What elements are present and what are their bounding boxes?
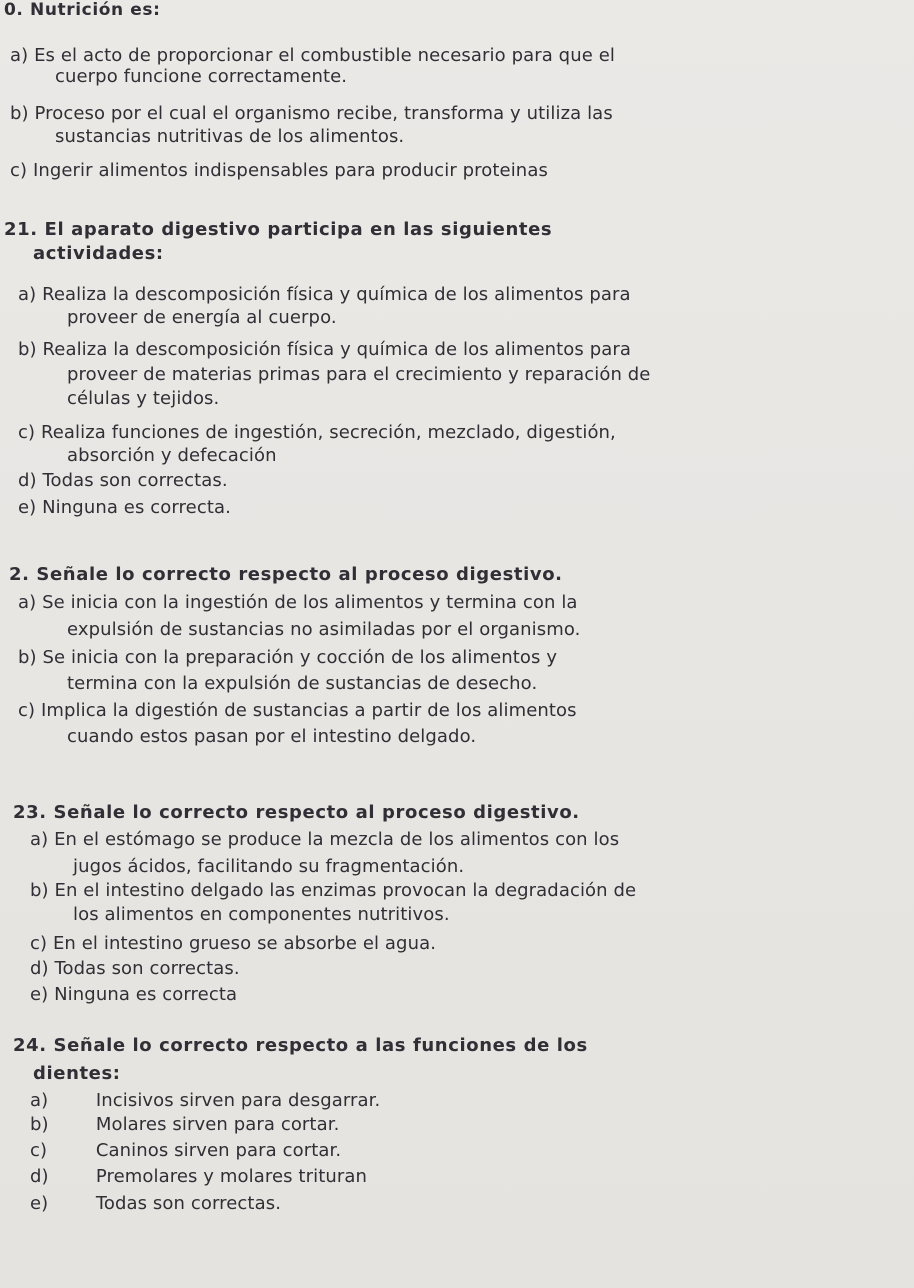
question-22-option-b: b) Se inicia con la preparación y cocción de los alimentos y	[18, 647, 558, 668]
question-24-option-a	[30, 1090, 380, 1112]
question-21-option-a: a) Realiza la descomposición física y química de los alimentos para	[18, 284, 631, 305]
question-21-option-a-line-2: proveer de energía al cuerpo.	[67, 307, 337, 328]
question-21-option-d: d) Todas son correctas.	[18, 470, 228, 491]
question-21-option-e: e) Ninguna es correcta.	[18, 497, 231, 518]
question-20-option-c: c) Ingerir alimentos indispensables para producir proteinas	[10, 160, 548, 181]
question-24-option-b-label: b)	[30, 1114, 49, 1135]
question-21-heading-line-2: actividades:	[33, 243, 164, 264]
question-24-option-e-label: e)	[30, 1193, 49, 1214]
question-21-option-b-line-2: proveer de materias primas para el crecimiento y reparación de	[67, 364, 651, 385]
question-24-option-c-label: c)	[30, 1140, 48, 1161]
question-22-option-b-line-2: termina con la expulsión de sustancias de desecho.	[67, 673, 538, 694]
question-21-option-b: b) Realiza la descomposición física y química de los alimentos para	[18, 339, 632, 360]
question-24-option-c-text: Caninos sirven para cortar.	[95, 1140, 342, 1161]
question-22-heading: 2. Señale lo correcto respecto al proceso digestivo.	[9, 564, 563, 585]
question-23-option-a: a) En el estómago se produce la mezcla de los alimentos con los	[30, 829, 620, 850]
question-24-option-a-label: a)	[30, 1090, 49, 1111]
question-22-option-a: a) Se inicia con la ingestión de los alimentos y termina con la	[18, 592, 578, 613]
question-23-option-b: b) En el intestino delgado las enzimas provocan la degradación de	[30, 880, 637, 901]
question-21-option-b-line-3: células y tejidos.	[67, 388, 220, 409]
question-21-heading: 21. El aparato digestivo participa en las siguientes	[4, 219, 553, 240]
question-24-option-d-label: d)	[30, 1166, 49, 1187]
question-24-option-e-text: Todas son correctas.	[95, 1193, 282, 1214]
question-24-option-b-text: Molares sirven para cortar.	[95, 1114, 340, 1135]
question-24-option-e	[30, 1193, 281, 1215]
question-22-option-a-line-2: expulsión de sustancias no asimiladas por el organismo.	[67, 619, 581, 640]
question-22-option-c: c) Implica la digestión de sustancias a partir de los alimentos	[18, 700, 577, 721]
question-24-option-d	[30, 1166, 367, 1188]
question-21-option-c-line-2: absorción y defecación	[67, 445, 277, 466]
question-20-option-a-line-2: cuerpo funcione correctamente.	[55, 66, 348, 87]
question-20-option-b-line-2: sustancias nutritivas de los alimentos.	[55, 126, 405, 147]
question-22-option-c-line-2: cuando estos pasan por el intestino delgado.	[67, 726, 477, 747]
question-24-option-c	[30, 1140, 341, 1162]
question-24-option-a-text: Incisivos sirven para desgarrar.	[95, 1090, 381, 1111]
question-24-option-d-text: Premolares y molares trituran	[95, 1166, 367, 1187]
question-24-heading: 24. Señale lo correcto respecto a las funciones de los	[13, 1035, 588, 1056]
question-20-option-a: a) Es el acto de proporcionar el combustible necesario para que el	[10, 45, 615, 66]
question-23-option-e: e) Ninguna es correcta	[30, 984, 238, 1005]
question-20-heading: 0. Nutrición es:	[4, 0, 161, 20]
question-21-option-c: c) Realiza funciones de ingestión, secreción, mezclado, digestión,	[18, 422, 616, 443]
question-20-option-b: b) Proceso por el cual el organismo recibe, transforma y utiliza las	[10, 103, 613, 124]
question-23-option-b-line-2: los alimentos en componentes nutritivos.	[73, 904, 450, 925]
question-23-option-c: c) En el intestino grueso se absorbe el agua.	[30, 933, 437, 954]
question-23-option-a-line-2: jugos ácidos, facilitando su fragmentación.	[73, 856, 465, 877]
question-23-heading: 23. Señale lo correcto respecto al proceso digestivo.	[13, 802, 580, 823]
question-23-option-d: d) Todas son correctas.	[30, 958, 240, 979]
question-24-option-b	[30, 1114, 339, 1136]
question-24-heading-line-2: dientes:	[33, 1063, 121, 1084]
